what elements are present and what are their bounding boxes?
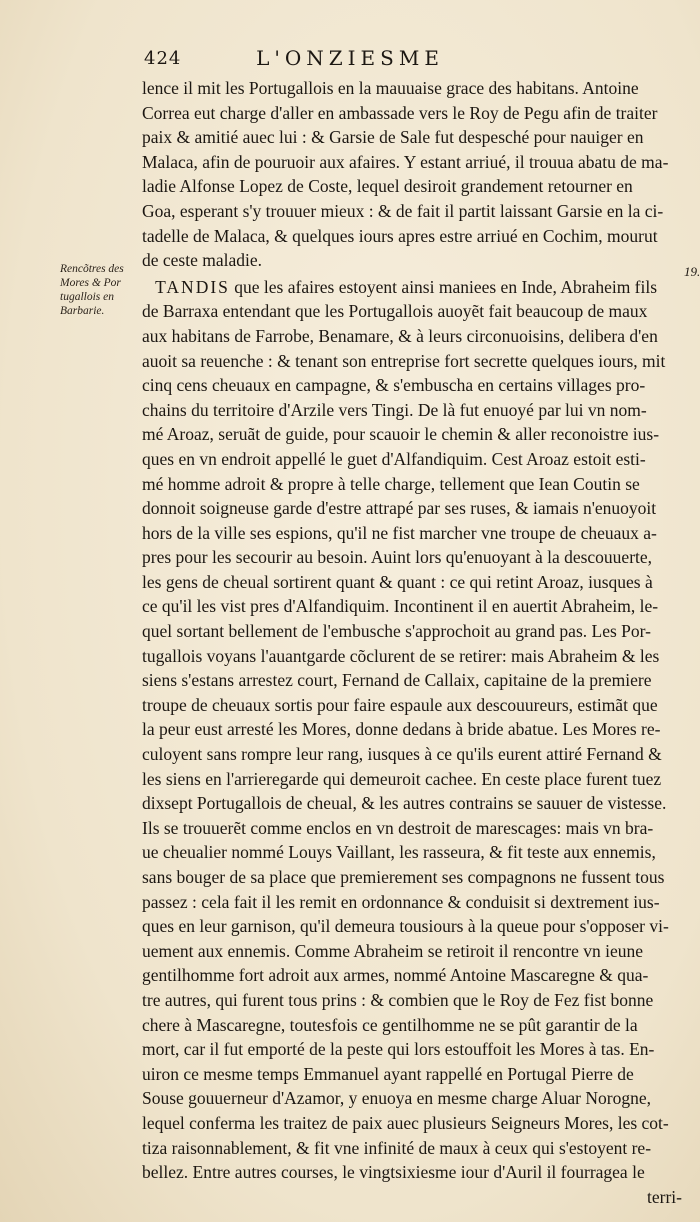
text-line: culoyent sans rompre leur rang, iusques à ce qu'ils eurent attiré Fernand &	[142, 744, 662, 765]
margin-note-line: Barbarie.	[60, 305, 105, 317]
text-line: tre autres, qui furent tous prins : & combien que le Roy de Fez fist bonne	[142, 989, 654, 1010]
text-line: de ceste maladie.	[142, 250, 263, 271]
text-line: tiza raisonnablement, & fit vne infinité de maux à ceux qui s'estoyent re-	[142, 1137, 652, 1158]
text-line: ce qu'il les vist pres d'Alfandiquim. Incontinent il en auertit Abraheim, le-	[142, 596, 659, 617]
text-line: ques en vn endroit appellé le guet d'Alfandiquim. Cest Aroaz estoit esti-	[142, 448, 646, 469]
text-line: sans bouger de sa place que premierement ses compagnons ne fussent tous	[142, 867, 665, 887]
text-line: mé homme adroit & propre à telle charge, tellement que Iean Coutin se	[142, 473, 640, 494]
text-line: Correa eut charge d'aller en ambassade vers le Roy de Pegu afin de traiter	[142, 102, 658, 123]
text-line: auoit sa reuenche : & tenant son entreprise fort secrette quelques iours, mit	[142, 350, 666, 371]
text-line-rest: que les afaires estoyent ainsi maniees en Inde, Abraheim fils	[229, 276, 658, 297]
body-text	[142, 76, 682, 1209]
text-line: lence il mit les Portugallois en la mauuaise grace des habitans. Antoine	[142, 78, 639, 98]
text-line: Souse gouuerneur d'Azamor, y enuoya en mesme charge Aluar Norogne,	[142, 1088, 651, 1109]
text-line: de Barraxa entendant que les Portugallois auoyẽt fait beaucoup de maux	[142, 301, 648, 322]
text-line: la peur eust arresté les Mores, donne dedans à bride abatue. Les Mores re-	[142, 719, 661, 740]
margin-note-line: tugallois en	[60, 291, 114, 303]
text-line: ladie Alfonse Lopez de Coste, lequel desiroit grandement retourner en	[142, 176, 633, 197]
text-line: gentilhomme fort adroit aux armes, nommé Antoine Mascaregne & qua-	[142, 965, 649, 986]
text-line: mort, car il fut emporté de la peste qui lors estouffoit les Mores à tas. En-	[142, 1039, 655, 1060]
text-line	[142, 275, 682, 300]
text-line: uiron ce mesme temps Emmanuel ayant rappellé en Portugal Pierre de	[142, 1063, 634, 1084]
text-line: quel sortant bellement de l'embusche s'approchoit au grand pas. Les Por-	[142, 621, 651, 642]
text-line: tugallois voyans l'auantgarde cõclurent de se retirer: mais Abraheim & les	[142, 645, 660, 666]
text-line: chains du territoire d'Arzile vers Tingi. De là fut enuoyé par lui vn nom-	[142, 399, 647, 420]
running-title: L'ONZIESME	[256, 46, 444, 70]
text-line: donnoit soigneuse garde d'estre attrapé par ses ruses, & iamais n'enuoyoit	[142, 498, 657, 519]
margin-note-line: Mores & Por	[60, 277, 121, 289]
text-line: pres pour les secourir au besoin. Auint lors qu'enuoyant à la descouuerte,	[142, 547, 653, 568]
text-line: Ils se trouuerẽt comme enclos en vn destroit de marescages: mais vn bra-	[142, 817, 654, 838]
text-line: hors de la ville ses espions, qu'il ne fist marcher vne troupe de cheuaux a-	[142, 522, 657, 543]
paragraph-2	[142, 275, 682, 1210]
text-line: aux habitans de Farrobe, Benamare, & à leurs circonuoisins, delibera d'en	[142, 325, 658, 346]
text-line: chere à Mascaregne, toutesfois ce gentilhomme ne se pût garantir de la	[142, 1014, 638, 1035]
margin-note-line: Rencõtres des	[60, 263, 124, 275]
text-line: les siens en l'arrieregarde qui demeuroit cachee. En ceste place furent tuez	[142, 768, 662, 789]
text-line: lequel conferma les traitez de paix auec plusieurs Seigneurs Mores, les cot-	[142, 1112, 669, 1133]
page-header	[0, 44, 700, 74]
text-line: siens s'estans arrestez court, Fernand de Callaix, capitaine de la premiere	[142, 670, 652, 691]
text-line: les gens de cheual sortirent quant & quant : ce qui retint Aroaz, iusques à	[142, 571, 653, 592]
text-line: mé Aroaz, seruãt de guide, pour scauoir le chemin & aller reconoistre ius-	[142, 424, 660, 445]
text-line: uement aux ennemis. Comme Abraheim se retiroit il rencontre vn ieune	[142, 940, 644, 961]
margin-note	[60, 262, 140, 318]
text-line: cinq cens cheuaux en campagne, & s'embuscha en certains villages pro-	[142, 375, 646, 396]
text-line: passez : cela fait il les remit en ordonnance & conduisit si dextrement ius-	[142, 891, 660, 912]
text-line: bellez. Entre autres courses, le vingtsixiesme iour d'Auril il fourragea le	[142, 1162, 645, 1183]
text-line: ue cheualier nommé Louys Vaillant, les rasseura, & fit teste aux ennemis,	[142, 842, 656, 863]
text-line: dixsept Portugallois de cheual, & les autres contrains se sauuer de vistesse.	[142, 793, 667, 814]
page-number: 424	[144, 48, 182, 69]
text-line: troupe de cheuaux sortis pour faire espaule aux descouureurs, estimãt que	[142, 694, 658, 715]
text-line: tadelle de Malaca, & quelques iours apres estre arriué en Cochim, mourut	[142, 225, 658, 246]
catchword: terri-	[647, 1186, 682, 1207]
text-line: Malaca, afin de pouruoir aux afaires. Y estant arriué, il trouua abatu de ma-	[142, 151, 669, 172]
text-line: ques en leur garnison, qu'il demeura tousiours à la queue pour s'opposer vi-	[142, 916, 669, 937]
text-line: Goa, esperant s'y trouuer mieux : & de fait il partit laissant Garsie en la ci-	[142, 200, 664, 221]
paragraph-1	[142, 76, 682, 273]
paragraph-lead-word: TANDIS	[155, 276, 230, 297]
text-line: paix & amitié auec lui : & Garsie de Sale fut despesché pour nauiger en	[142, 127, 644, 148]
section-number: 19.	[684, 264, 700, 279]
